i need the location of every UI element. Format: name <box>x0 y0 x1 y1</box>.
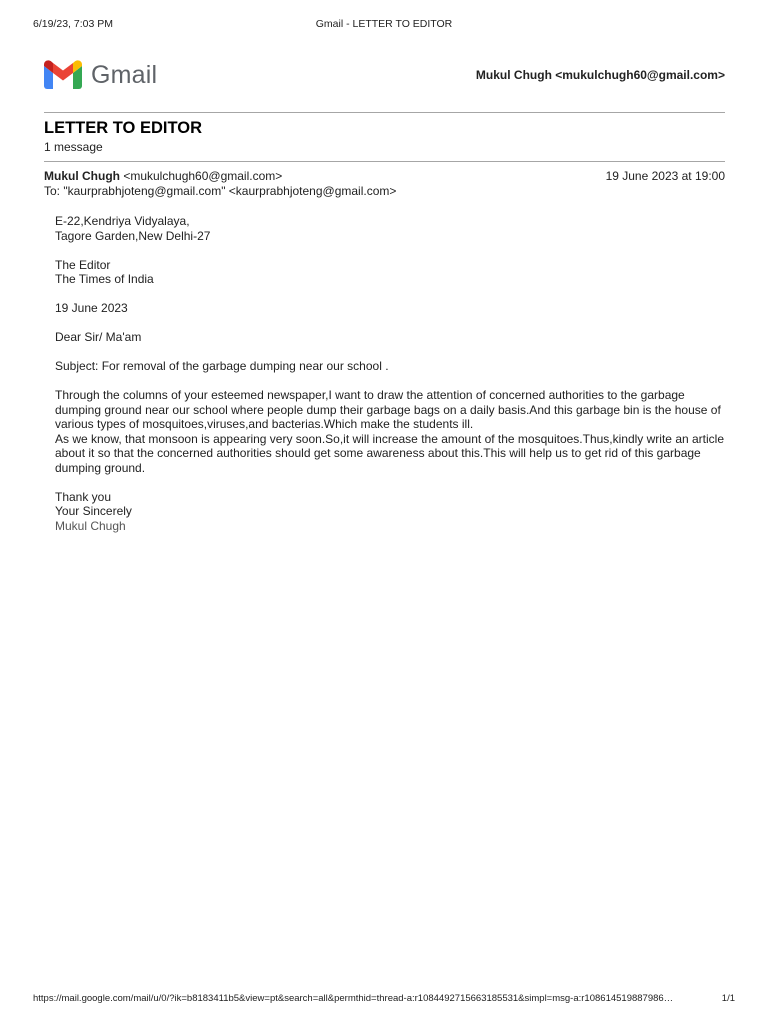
recipient-line: The Editor <box>55 257 111 272</box>
closing <box>55 490 725 534</box>
closing-line: Your Sincerely <box>55 504 132 518</box>
salutation: Dear Sir/ Ma'am <box>55 330 142 344</box>
recipient-address <box>55 258 725 287</box>
thread-divider <box>44 161 725 162</box>
sender-name: Mukul Chugh <box>44 169 120 183</box>
page-url: https://mail.google.com/mail/u/0/?ik=b8183411b5&view=pt&search=all&permthid=thread-a:r1084492715663185531&simpl=msg-a:r108614519887986… <box>33 993 674 1004</box>
sender-address <box>55 214 725 243</box>
thread-subject: LETTER TO EDITOR <box>44 119 202 137</box>
paragraph: Through the columns of your esteemed newspaper,I want to draw the attention of concerned authorities to the garbage dumping ground near our school where people dump their garbage bags on a daily basis.And this garbage bin is the house of various types of mosquitoes,viruses,and bacterias.Which make the students ill. <box>55 388 721 431</box>
message-date: 19 June 2023 at 19:00 <box>605 169 725 183</box>
recipient-line: The Times of India <box>55 272 154 286</box>
address-line: Tagore Garden,New Delhi-27 <box>55 228 211 243</box>
letter-date: 19 June 2023 <box>55 301 128 315</box>
address-line: E-22,Kendriya Vidyalaya, <box>55 214 190 228</box>
sender-email: <mukulchugh60@gmail.com> <box>123 169 283 183</box>
letter-paragraphs <box>55 388 725 475</box>
print-header <box>33 18 735 32</box>
signature: Mukul Chugh <box>55 518 126 533</box>
message-recipients: To: "kaurprabhjoteng@gmail.com" <kaurprabhjoteng@gmail.com> <box>44 184 397 198</box>
gmail-wordmark: Gmail <box>91 60 158 89</box>
message-count: 1 message <box>44 140 103 154</box>
print-title: Gmail - LETTER TO EDITOR <box>315 18 453 30</box>
message-body <box>55 214 725 548</box>
print-timestamp: 6/19/23, 7:03 PM <box>33 18 113 30</box>
letter-subject: Subject: For removal of the garbage dumping near our school . <box>55 359 389 373</box>
paragraph: As we know, that monsoon is appearing very soon.So,it will increase the amount of the mosquitoes.Thus,kindly write an article about it so that the concerned authorities should get some awareness about this.This will help us to get rid of this garbage dumping ground. <box>55 431 725 475</box>
closing-line: Thank you <box>55 489 112 504</box>
header-divider <box>44 112 725 113</box>
account-identity: Mukul Chugh <mukulchugh60@gmail.com> <box>475 68 725 82</box>
gmail-logo-icon <box>44 60 82 90</box>
page-number: 1/1 <box>721 993 735 1004</box>
gmail-brand[interactable] <box>44 58 157 92</box>
message-sender <box>44 169 282 183</box>
